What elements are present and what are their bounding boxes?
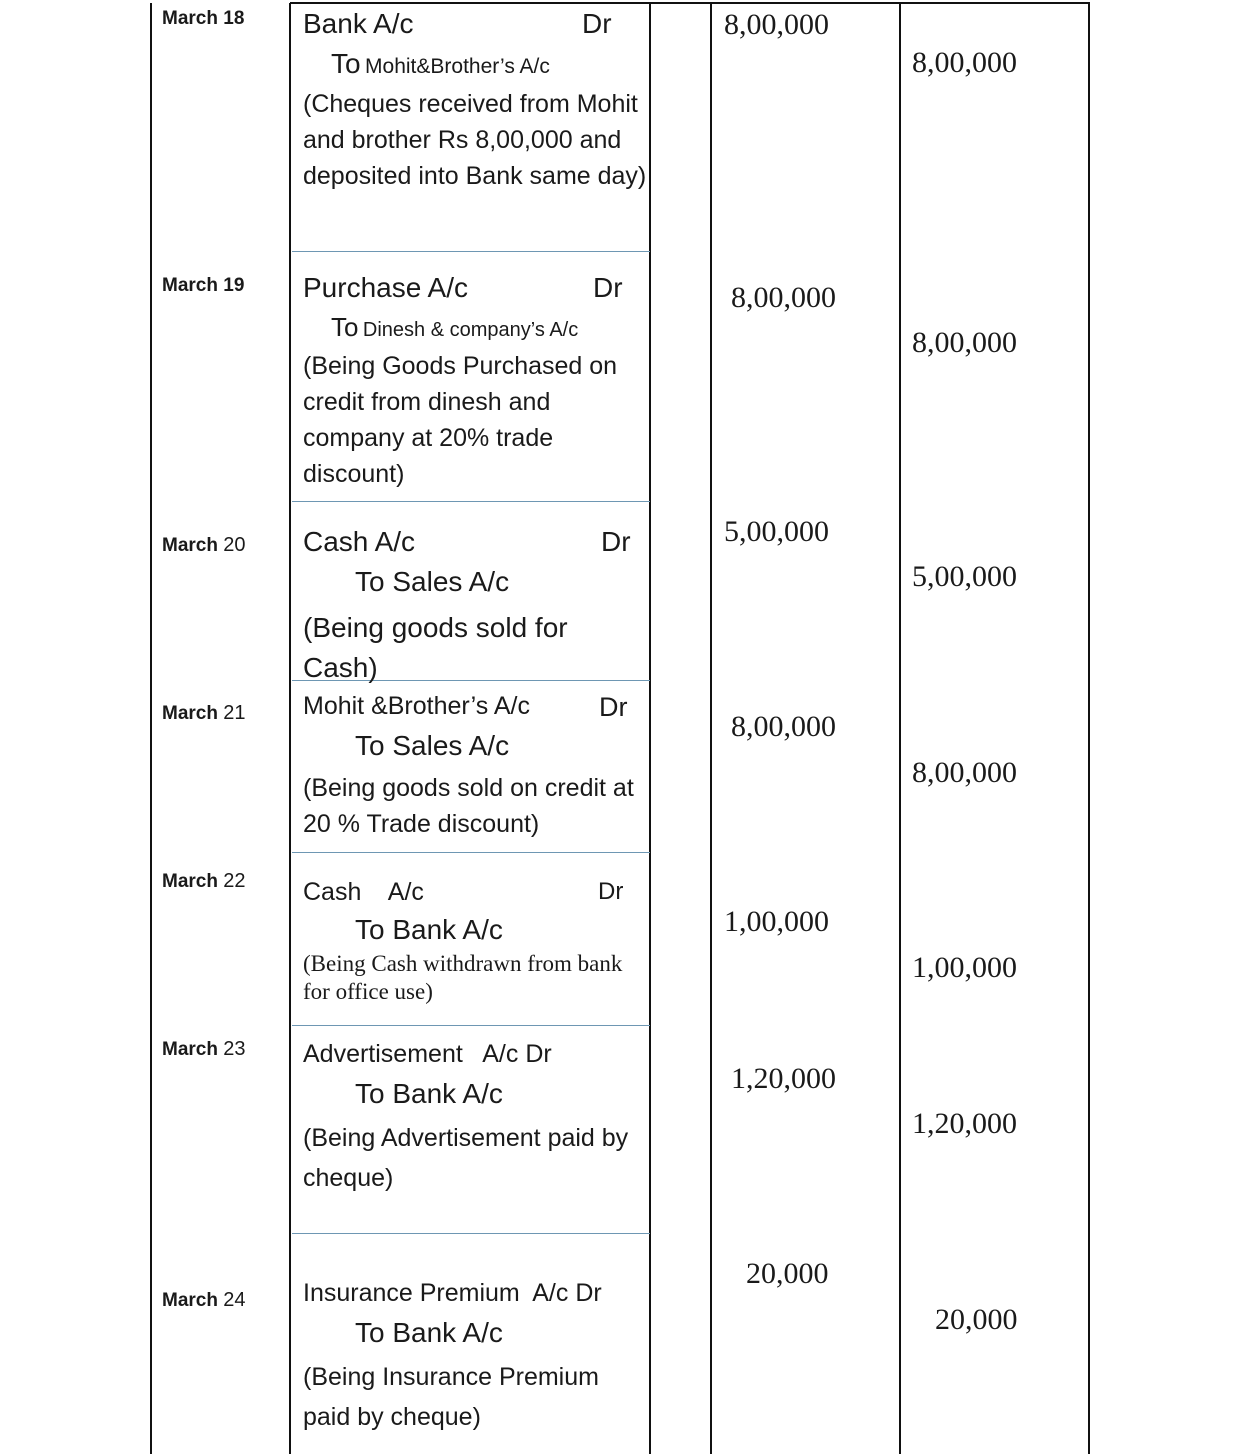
dr-label: Dr xyxy=(582,8,612,39)
entry-date xyxy=(162,870,246,893)
debit-amount: 8,00,000 xyxy=(731,710,836,743)
date-day: 20 xyxy=(223,534,246,556)
entry-particulars xyxy=(303,8,648,194)
date-day: 24 xyxy=(223,1289,246,1311)
date-month: March xyxy=(162,1290,218,1311)
entry-particulars xyxy=(303,878,648,1006)
entry-particulars xyxy=(303,692,648,842)
debit-account: Cash A/c xyxy=(303,526,416,557)
border-right xyxy=(1088,3,1090,1454)
date-day: 19 xyxy=(223,275,245,296)
narration: (Being Cash withdrawn from bank for office use) xyxy=(303,951,623,1004)
debit-account: Purchase A/c xyxy=(303,272,468,303)
debit-amount: 1,20,000 xyxy=(731,1062,836,1095)
credit-account: Mohit&Brother’s A/c xyxy=(365,55,550,78)
divider-lf xyxy=(710,3,712,1454)
entry-date xyxy=(162,534,246,557)
credit-line xyxy=(303,1078,648,1118)
narration: (Being Goods Purchased on credit from dinesh and company at 20% trade discount) xyxy=(303,352,618,488)
entry-separator xyxy=(292,1233,650,1234)
credit-account: To Sales A/c xyxy=(355,730,510,761)
credit-line xyxy=(303,914,648,950)
debit-account: Mohit &Brother’s A/c xyxy=(303,692,530,720)
credit-account: To Bank A/c xyxy=(355,914,503,945)
entry-date xyxy=(162,1289,246,1312)
narration: (Being Insurance Premium paid by cheque) xyxy=(303,1363,599,1431)
debit-amount: 8,00,000 xyxy=(731,281,836,314)
debit-line xyxy=(303,8,648,48)
debit-amount: 5,00,000 xyxy=(724,515,829,548)
credit-line xyxy=(303,566,648,608)
entry-separator xyxy=(292,852,650,853)
entry-date xyxy=(162,702,246,725)
narration: (Cheques received from Mohit and brother Rs 8,00,000 and deposited into Bank same day) xyxy=(303,90,647,190)
credit-prefix: To xyxy=(331,312,359,342)
debit-account: Advertisement A/c Dr xyxy=(303,1040,552,1068)
entry-particulars xyxy=(303,1279,648,1437)
debit-line xyxy=(303,526,648,566)
narration: (Being Advertisement paid by cheque) xyxy=(303,1124,629,1192)
entry-separator xyxy=(292,251,650,252)
credit-account: To Sales A/c xyxy=(355,566,510,597)
debit-line xyxy=(303,272,648,312)
dr-label: Dr xyxy=(601,526,631,557)
date-month: March xyxy=(162,703,218,724)
debit-line xyxy=(303,878,648,914)
entry-particulars xyxy=(303,272,648,492)
border-left xyxy=(150,3,152,1454)
dr-label: Dr xyxy=(599,692,628,722)
dr-label: Dr xyxy=(598,878,624,905)
debit-amount: 8,00,000 xyxy=(724,8,829,41)
narration: (Being goods sold for Cash) xyxy=(303,612,568,683)
date-month: March xyxy=(162,535,218,556)
credit-amount: 5,00,000 xyxy=(912,560,1017,593)
debit-account: Insurance Premium A/c Dr xyxy=(303,1279,602,1307)
date-month: March xyxy=(162,871,218,892)
date-month: March xyxy=(162,1039,218,1060)
divider-particulars xyxy=(649,3,651,1454)
entry-particulars xyxy=(303,1040,648,1198)
dr-label: Dr xyxy=(593,272,623,303)
credit-amount: 20,000 xyxy=(935,1303,1018,1336)
divider-debit xyxy=(899,3,901,1454)
debit-line xyxy=(303,1040,648,1078)
entry-separator xyxy=(292,501,650,502)
credit-line xyxy=(303,312,648,348)
debit-line xyxy=(303,692,648,730)
date-month: March xyxy=(162,8,218,29)
debit-line xyxy=(303,1279,648,1317)
debit-amount: 20,000 xyxy=(746,1257,829,1290)
credit-account: To Bank A/c xyxy=(355,1317,503,1348)
border-top xyxy=(290,2,1090,4)
date-day: 18 xyxy=(223,8,245,29)
credit-amount: 1,00,000 xyxy=(912,951,1017,984)
entry-date xyxy=(162,275,244,297)
entry-particulars xyxy=(303,526,648,688)
credit-amount: 8,00,000 xyxy=(912,46,1017,79)
narration: (Being goods sold on credit at 20 % Trade discount) xyxy=(303,774,634,838)
date-day: 23 xyxy=(223,1038,246,1060)
credit-amount: 1,20,000 xyxy=(912,1107,1017,1140)
credit-amount: 8,00,000 xyxy=(912,756,1017,789)
credit-line xyxy=(303,730,648,770)
date-day: 22 xyxy=(223,870,246,892)
entry-date xyxy=(162,8,244,30)
credit-account: Dinesh & company’s A/c xyxy=(362,319,579,341)
credit-prefix: To xyxy=(331,48,361,79)
debit-account: Cash A/c xyxy=(303,878,424,906)
credit-amount: 8,00,000 xyxy=(912,326,1017,359)
credit-line xyxy=(303,1317,648,1357)
entry-separator xyxy=(292,1025,650,1026)
credit-account: To Bank A/c xyxy=(355,1078,503,1109)
credit-line xyxy=(303,48,648,86)
entry-date xyxy=(162,1038,246,1061)
divider-date xyxy=(289,3,291,1454)
date-month: March xyxy=(162,275,218,296)
date-day: 21 xyxy=(223,702,246,724)
debit-amount: 1,00,000 xyxy=(724,905,829,938)
debit-account: Bank A/c xyxy=(303,8,414,39)
